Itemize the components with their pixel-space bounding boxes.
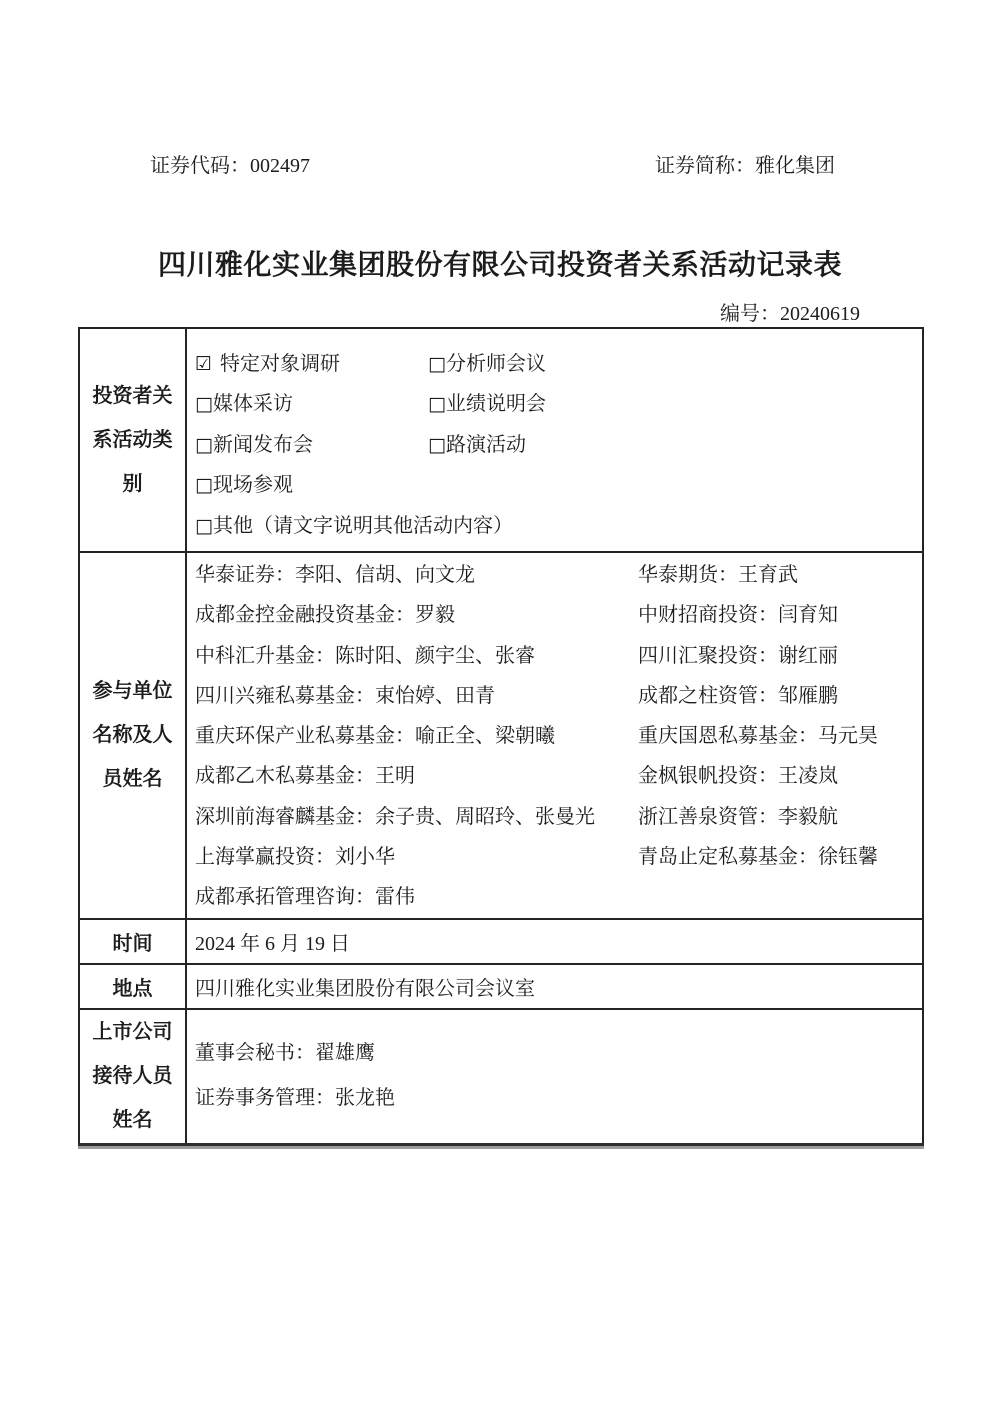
- reception-cell: [186, 1009, 923, 1145]
- checkbox-unchecked-icon: □: [195, 393, 213, 416]
- checkbox-option-analyst-meeting[interactable]: [428, 344, 546, 385]
- location-header: 地点: [79, 964, 186, 1009]
- checkbox-unchecked-icon: □: [195, 474, 213, 497]
- list-item: 董事会秘书：翟雄鹰: [195, 1042, 375, 1065]
- header-line: 名称及人: [92, 724, 173, 747]
- list-item: 青岛止定私募基金：徐钰馨: [638, 846, 878, 869]
- checkbox-unchecked-icon: □: [195, 433, 213, 456]
- checkbox-label: 业绩说明会: [445, 393, 546, 416]
- reception-row: [79, 1009, 923, 1145]
- checkbox-label: 新闻发布会: [212, 433, 313, 456]
- participants-cell: [186, 552, 923, 919]
- checkbox-label: 特定对象调研: [220, 352, 341, 375]
- stock-name-text: 证券简称：雅化集团: [655, 155, 835, 177]
- list-item: 证券事务管理：张龙艳: [195, 1087, 395, 1110]
- participants-left-list: [195, 555, 638, 918]
- checkbox-unchecked-icon: □: [428, 433, 446, 456]
- checkbox-checked-icon: ☑: [195, 352, 213, 375]
- list-item: 中科汇升基金：陈时阳、颜宇尘、张睿: [195, 644, 535, 667]
- checkbox-unchecked-icon: □: [195, 514, 213, 537]
- page-title: 四川雅化实业集团股份有限公司投资者关系活动记录表: [157, 250, 842, 281]
- header-line: 别: [122, 473, 143, 495]
- checkbox-option-specific-research[interactable]: [195, 344, 423, 385]
- list-item: 中财招商投资：闫育知: [638, 604, 838, 627]
- header-line: 参与单位: [92, 680, 173, 703]
- doc-number: 编号：20240619: [720, 303, 860, 325]
- location-value: 四川雅化实业集团股份有限公司会议室: [195, 977, 535, 1000]
- activity-type-row: [79, 328, 923, 552]
- list-item: 成都金控金融投资基金：罗毅: [195, 604, 455, 627]
- location-row: [79, 964, 923, 1009]
- list-item: 重庆国恩私募基金：马元昊: [638, 725, 878, 748]
- checkbox-option-media-interview[interactable]: [195, 384, 423, 425]
- list-item: 华泰期货：王育武: [638, 564, 798, 586]
- checkbox-option-roadshow[interactable]: [428, 425, 526, 466]
- time-row: [79, 919, 923, 964]
- header-line: 上市公司: [92, 1021, 173, 1044]
- activity-type-cell: [186, 328, 923, 552]
- time-value: 2024 年 6 月 19 日: [195, 932, 350, 955]
- list-item: 成都乙木私募基金：王明: [195, 765, 415, 788]
- header-line: 姓名: [112, 1109, 153, 1132]
- checkbox-label: 媒体采访: [212, 393, 293, 416]
- checkbox-option-earnings-briefing[interactable]: [428, 384, 546, 425]
- checkbox-unchecked-icon: □: [428, 352, 446, 375]
- location-cell: [186, 964, 923, 1009]
- participants-row: [79, 552, 923, 919]
- checkbox-label: 分析师会议: [445, 352, 546, 375]
- participants-right-list: [638, 555, 922, 918]
- time-header: 时间: [79, 919, 186, 964]
- checkbox-unchecked-icon: □: [428, 393, 446, 416]
- list-item: 深圳前海睿麟基金：余子贵、周昭玲、张曼光: [195, 805, 595, 828]
- time-cell: [186, 919, 923, 964]
- list-item: 成都之柱资管：邹雁鹏: [638, 684, 838, 707]
- header-line: 投资者关: [92, 385, 173, 407]
- checkbox-label: 其他（请文字说明其他活动内容）: [212, 514, 513, 537]
- activity-type-header: [79, 328, 186, 552]
- header-line: 系活动类: [92, 429, 173, 451]
- checkbox-option-press-conference[interactable]: [195, 425, 423, 466]
- checkbox-label: 路演活动: [445, 433, 526, 456]
- list-item: 华泰证券：李阳、信胡、向文龙: [195, 564, 475, 586]
- checkbox-label: 现场参观: [212, 474, 293, 497]
- list-item: 金枫银帆投资：王凌岚: [638, 765, 838, 788]
- header-line: 接待人员: [92, 1065, 173, 1088]
- stock-code-text: 证券代码：002497: [150, 155, 310, 177]
- list-item: 四川汇聚投资：谢红丽: [638, 644, 838, 667]
- checkbox-option-site-visit[interactable]: [195, 465, 293, 506]
- reception-header: [79, 1009, 186, 1145]
- header-line: 员姓名: [102, 768, 163, 791]
- list-item: 上海掌赢投资：刘小华: [195, 846, 395, 869]
- list-item: 重庆环保产业私募基金：喻正全、梁朝曦: [195, 725, 555, 748]
- list-item: 四川兴雍私募基金：束怡婷、田青: [195, 684, 495, 707]
- record-table: [78, 327, 924, 1146]
- participants-header: [79, 552, 186, 919]
- list-item: 浙江善泉资管：李毅航: [638, 805, 838, 828]
- checkbox-option-other[interactable]: [195, 506, 513, 547]
- list-item: 成都承拓管理咨询：雷伟: [195, 886, 415, 909]
